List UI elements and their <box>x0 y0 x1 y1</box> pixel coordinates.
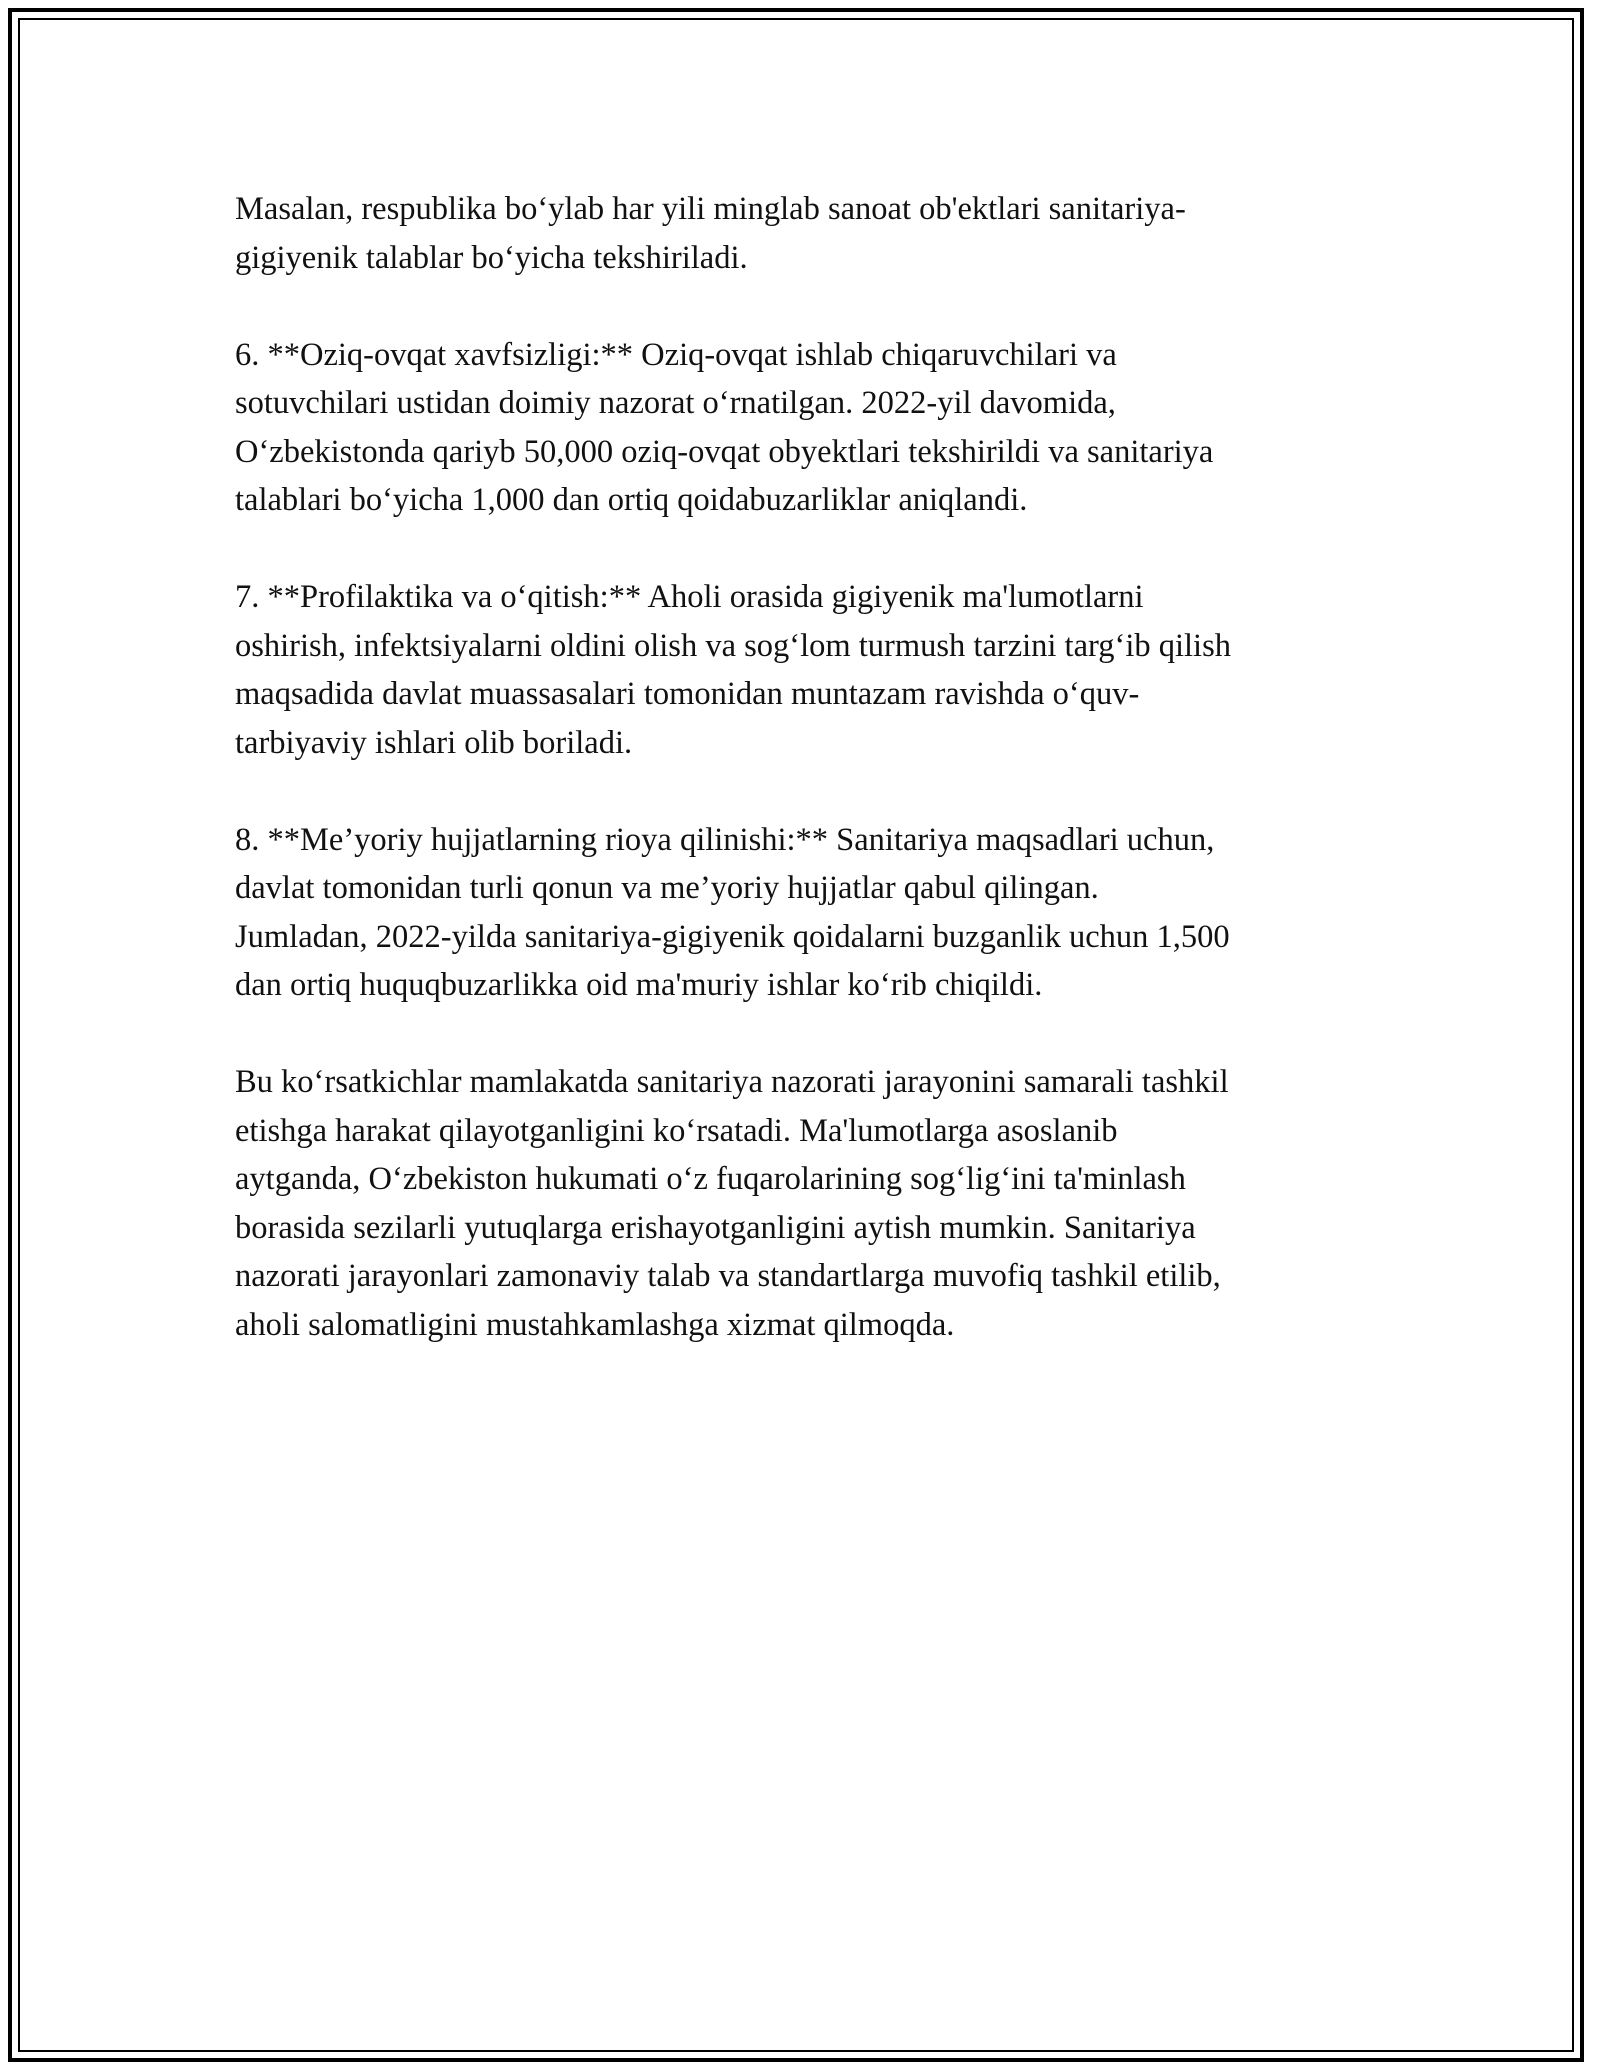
paragraph-prevention-training: 7. **Profilaktika va o‘qitish:** Aholi orasida gigiyenik ma'lumotlarni oshirish, infektsiyalarni oldini olish va sog‘lom turmush tarzini targ‘ib qilish maqsadida davlat muassasalari tomonidan muntazam ravishda o‘quv- tarbiyaviy ishlari olib boriladi. <box>235 579 1231 761</box>
document-body <box>235 185 1365 1398</box>
paragraph-regulatory-compliance: 8. **Me’yoriy hujjatlarning rioya qilinishi:** Sanitariya maqsadlari uchun, davlat tomonidan turli qonun va me’yoriy hujjatlar qabul qilingan. Jumladan, 2022-yilda sanitariya-gigiyenik qoidalarni buzganlik uchun 1,500 dan ortiq huquqbuzarlikka oid ma'muriy ishlar ko‘rib chiqildi. <box>235 821 1230 1003</box>
paragraph-conclusion: Bu ko‘rsatkichlar mamlakatda sanitariya nazorati jarayonini samarali tashkil etishga harakat qilayotganligini ko‘rsatadi. Ma'lumotlarga asoslanib aytganda, O‘zbekiston hukumati o‘z fuqarolarining sog‘lig‘ini ta'minlash borasida sezilarli yutuqlarga erishayotganligini aytish mumkin. Sanitariya nazorati jarayonlari zamonaviy talab va standartlarga muvofiq tashkil etilib, aholi salomatligini mustahkamlashga xizmat qilmoqda. <box>235 1064 1229 1343</box>
paragraph-intro: Masalan, respublika bo‘ylab har yili minglab sanoat ob'ektlari sanitariya- gigiyenik talablar bo‘yicha tekshiriladi. <box>235 191 1186 276</box>
paragraph-food-safety: 6. **Oziq-ovqat xavfsizligi:** Oziq-ovqat ishlab chiqaruvchilari va sotuvchilari ustidan doimiy nazorat o‘rnatilgan. 2022-yil davomida, O‘zbekistonda qariyb 50,000 oziq-ovqat obyektlari tekshirildi va sanitariya talablari bo‘yicha 1,000 dan ortiq qoidabuzarliklar aniqlandi. <box>235 336 1214 518</box>
